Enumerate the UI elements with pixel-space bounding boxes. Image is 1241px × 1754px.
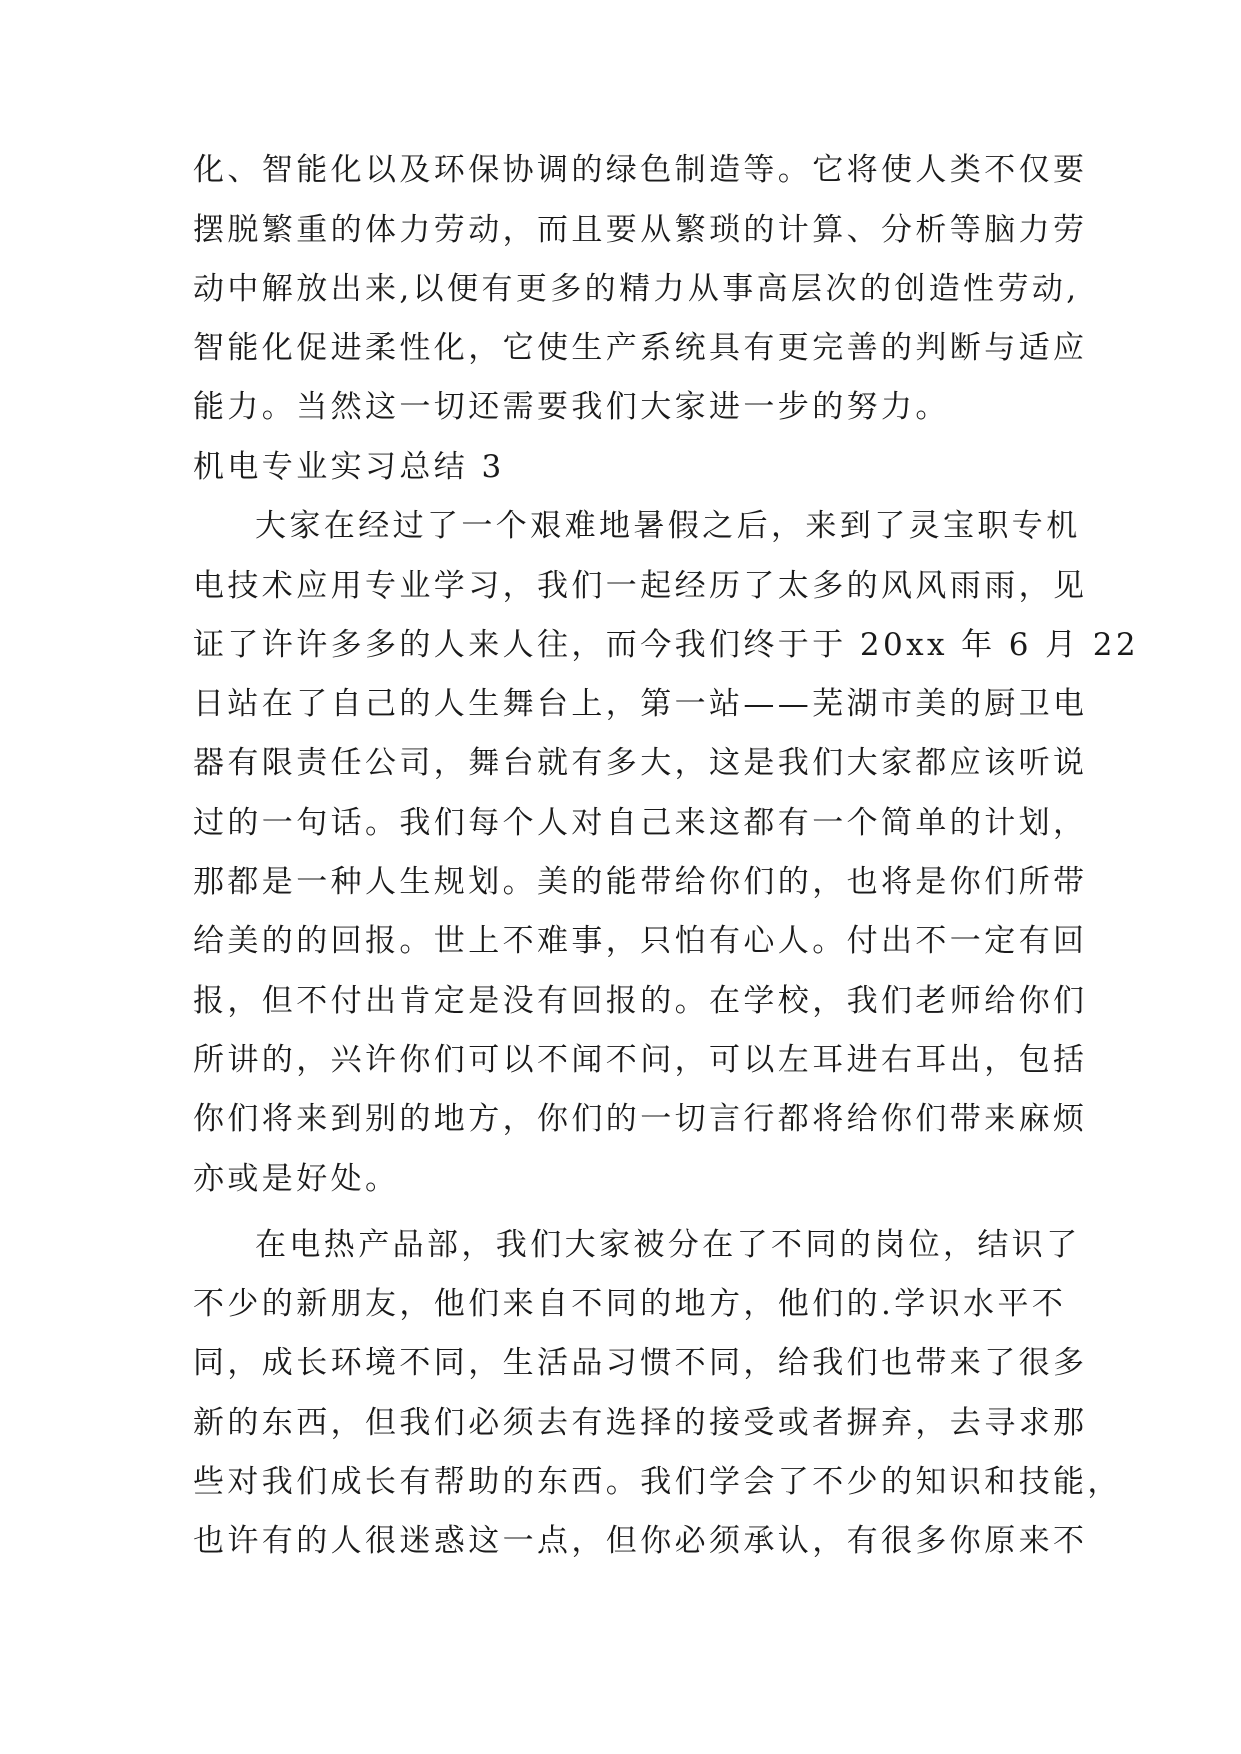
paragraph2-line-4: 新的东西，但我们必须去有选择的接受或者摒弃，去寻求那 [193,1405,1088,1441]
paragraph2-line-6: 也许有的人很迷惑这一点，但你必须承认，有很多你原来不 [193,1523,1088,1559]
intro-line-5: 能力。当然这一切还需要我们大家进一步的努力。 [193,389,950,425]
paragraph2-line-3: 同，成长环境不同，生活品习惯不同，给我们也带来了很多 [193,1345,1088,1381]
paragraph1-line-4: 日站在了自己的人生舞台上，第一站——芜湖市美的厨卫电 [193,686,1088,722]
section-heading: 机电专业实习总结 3 [193,449,505,485]
paragraph2-line-5: 些对我们成长有帮助的东西。我们学会了不少的知识和技能， [193,1464,1122,1500]
paragraph1-line-11: 你们将来到别的地方，你们的一切言行都将给你们带来麻烦 [193,1101,1088,1137]
intro-line-4: 智能化促进柔性化，它使生产系统具有更完善的判断与适应 [193,330,1088,366]
paragraph1-line-8: 给美的的回报。世上不难事，只怕有心人。付出不一定有回 [193,923,1088,959]
paragraph1-line-3: 证了许许多多的人来人往，而今我们终于于 20xx 年 6 月 22 [193,627,1140,663]
paragraph2-line-1: 在电热产品部，我们大家被分在了不同的岗位，结识了 [255,1227,1081,1263]
paragraph1-line-7: 那都是一种人生规划。美的能带给你们的，也将是你们所带 [193,864,1088,900]
paragraph1-line-5: 器有限责任公司，舞台就有多大，这是我们大家都应该听说 [193,745,1088,781]
paragraph2-line-2: 不少的新朋友，他们来自不同的地方，他们的.学识水平不 [193,1286,1067,1322]
paragraph1-line-10: 所讲的，兴许你们可以不闻不问，可以左耳进右耳出，包括 [193,1042,1088,1078]
paragraph1-line-12: 亦或是好处。 [193,1161,400,1197]
paragraph1-line-2: 电技术应用专业学习，我们一起经历了太多的风风雨雨，见 [193,568,1088,604]
intro-line-1: 化、智能化以及环保协调的绿色制造等。它将使人类不仅要 [193,152,1088,188]
paragraph1-line-6: 过的一句话。我们每个人对自己来这都有一个简单的计划， [193,805,1088,841]
intro-line-2: 摆脱繁重的体力劳动，而且要从繁琐的计算、分析等脑力劳 [193,212,1088,248]
paragraph1-line-1: 大家在经过了一个艰难地暑假之后，来到了灵宝职专机 [255,508,1081,544]
intro-line-3: 动中解放出来,以便有更多的精力从事高层次的创造性劳动, [193,271,1080,307]
paragraph1-line-9: 报，但不付出肯定是没有回报的。在学校，我们老师给你们 [193,983,1088,1019]
